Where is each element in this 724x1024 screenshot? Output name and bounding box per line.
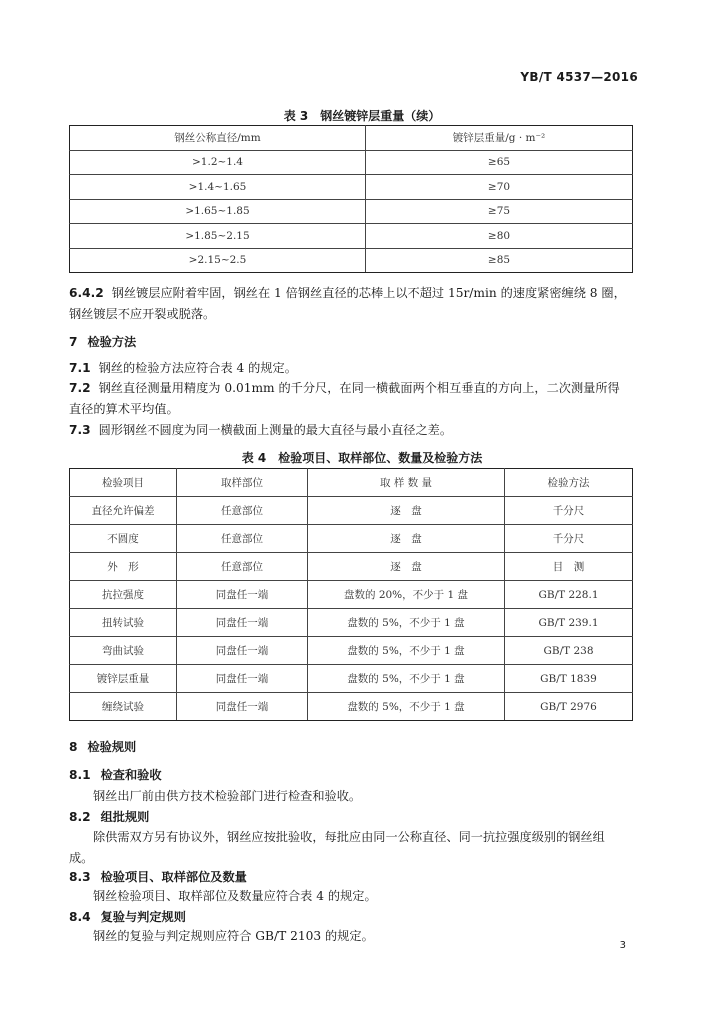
table-row [70,150,633,175]
table-row [70,609,633,637]
table4-header-method: 检验方法 [505,469,633,497]
clause-7-3 [69,420,639,441]
table3-cell: ≥80 [366,224,633,249]
clause-7-1 [69,358,639,379]
subsection-8-4-heading [69,908,186,925]
table3-cell: >2.15~2.5 [70,248,366,273]
section-title: 检验规则 [87,740,137,754]
table3-header-coating-weight: 镀锌层重量/g · m⁻² [366,126,633,151]
table4-cell: 盘数的 5%，不少于 1 盘 [308,665,505,693]
section-number: 8 [69,740,78,754]
table-row [70,199,633,224]
table4-cell: 千分尺 [505,497,633,525]
clause-number: 7.1 [69,361,91,375]
table3-cell: >1.85~2.15 [70,224,366,249]
table4-cell: 同盘任一端 [177,581,308,609]
subsection-8-1-text: 钢丝出厂前由供方技术检验部门进行检查和验收。 [93,789,362,803]
table-row [70,665,633,693]
table3-header-row [70,126,633,151]
table4-cell: 同盘任一端 [177,609,308,637]
paragraph-line: 成。 [69,850,94,865]
subsection-title: 检验项目、取样部位及数量 [100,870,247,884]
table4-cell: 逐 盘 [308,525,505,553]
table4-cell: 盘数的 5%，不少于 1 盘 [308,637,505,665]
table4-cell: GB/T 239.1 [505,609,633,637]
table-row [70,693,633,721]
clause-text: 钢丝的检验方法应符合表 4 的规定。 [98,361,297,375]
table4-cell: 弯曲试验 [70,637,177,665]
clause-number: 7.3 [69,423,91,437]
table4-header-quantity: 取 样 数 量 [308,469,505,497]
subsection-number: 8.3 [69,870,91,884]
subsection-8-2-heading [69,808,149,825]
table-row [70,248,633,273]
table4-header-location: 取样部位 [177,469,308,497]
table4-cell: 直径允许偏差 [70,497,177,525]
table4-cell: 任意部位 [177,497,308,525]
subsection-title: 复验与判定规则 [100,910,186,924]
table-row [70,637,633,665]
table4-cell: 不圆度 [70,525,177,553]
table4-cell: 扭转试验 [70,609,177,637]
table3 [69,125,633,273]
table4-cell: 同盘任一端 [177,637,308,665]
table4-cell: 盘数的 5%，不少于 1 盘 [308,693,505,721]
subsection-title: 组批规则 [100,810,150,824]
paragraph-line: 除供需双方另有协议外，钢丝应按批验收，每批应由同一公称直径、同一抗拉强度级别的钢丝组 [93,830,605,844]
table4-cell: 外 形 [70,553,177,581]
table3-cell: ≥75 [366,199,633,224]
table3-cell: >1.2~1.4 [70,150,366,175]
table4-cell: 盘数的 20%，不少于 1 盘 [308,581,505,609]
table4-header-item: 检验项目 [70,469,177,497]
section-number: 7 [69,335,78,349]
table4-cell: 缠绕试验 [70,693,177,721]
table4-cell: GB/T 228.1 [505,581,633,609]
table3-header-diameter: 钢丝公称直径/mm [70,126,366,151]
table4-cell: 逐 盘 [308,497,505,525]
table-row [70,497,633,525]
table3-caption: 表 3 钢丝镀锌层重量（续） [283,109,441,123]
table4-cell: 抗拉强度 [70,581,177,609]
subsection-8-2-text [69,827,639,868]
table-row [70,175,633,200]
table4-header-row [70,469,633,497]
clause-text: 直径的算术平均值。 [69,401,179,416]
table4-cell: 镀锌层重量 [70,665,177,693]
clause-text: 钢丝直径测量用精度为 0.01mm 的千分尺，在同一横截面两个相互垂直的方向上，二次测量所得 [98,381,620,395]
section-7-heading [69,333,136,350]
clause-text: 钢丝镀层应附着牢固，钢丝在 1 倍钢丝直径的芯棒上以不超过 15r/min 的速度紧密缠绕 8 圈， [111,286,626,300]
subsection-8-1-heading [69,766,162,783]
clause-text: 钢丝镀层不应开裂或脱落。 [69,306,216,321]
table4-cell: 盘数的 5%，不少于 1 盘 [308,609,505,637]
table-row [70,553,633,581]
subsection-8-4-text: 钢丝的复验与判定规则应符合 GB/T 2103 的规定。 [93,929,374,943]
table4-cell: 目 测 [505,553,633,581]
clause-number: 7.2 [69,381,91,395]
table4-cell: 逐 盘 [308,553,505,581]
table4-cell: 任意部位 [177,525,308,553]
page-number: 3 [619,940,626,951]
clause-7-2 [69,378,639,419]
table4 [69,468,633,721]
table4-caption: 表 4 检验项目、取样部位、数量及检验方法 [241,451,483,465]
clause-number: 6.4.2 [69,286,104,300]
table3-cell: >1.65~1.85 [70,199,366,224]
standard-code: YB/T 4537—2016 [520,70,638,84]
subsection-title: 检查和验收 [100,768,162,782]
table4-cell: 同盘任一端 [177,665,308,693]
table-row [70,581,633,609]
clause-6-4-2 [69,283,639,324]
table3-cell: >1.4~1.65 [70,175,366,200]
table3-cell: ≥85 [366,248,633,273]
table3-cell: ≥70 [366,175,633,200]
table4-cell: 任意部位 [177,553,308,581]
table4-cell: 同盘任一端 [177,693,308,721]
section-title: 检验方法 [87,335,137,349]
table4-cell: GB/T 1839 [505,665,633,693]
table4-cell: 千分尺 [505,525,633,553]
subsection-number: 8.4 [69,910,91,924]
section-8-heading [69,738,136,755]
subsection-number: 8.1 [69,768,91,782]
clause-text: 圆形钢丝不圆度为同一横截面上测量的最大直径与最小直径之差。 [98,423,453,437]
table3-cell: ≥65 [366,150,633,175]
subsection-8-3-text: 钢丝检验项目、取样部位及数量应符合表 4 的规定。 [93,889,377,903]
table-row [70,525,633,553]
table-row [70,224,633,249]
table4-cell: GB/T 238 [505,637,633,665]
table4-cell: GB/T 2976 [505,693,633,721]
subsection-8-3-heading [69,868,247,885]
subsection-number: 8.2 [69,810,91,824]
